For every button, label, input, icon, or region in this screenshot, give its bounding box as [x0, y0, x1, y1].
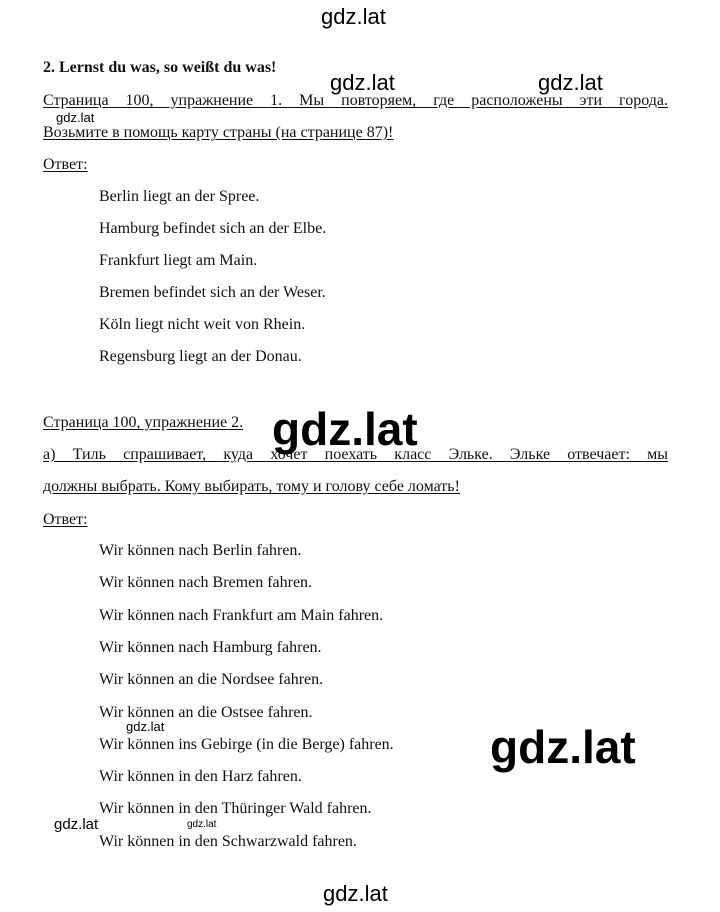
exercise1-answer-4: Bremen befindet sich an der Weser. — [99, 284, 326, 301]
watermark-bottom-left: gdz.lat — [54, 816, 99, 833]
section-title: 2. Lernst du was, so weißt du was! — [43, 59, 277, 76]
exercise2-answer-8: Wir können in den Harz fahren. — [99, 768, 302, 785]
exercise2-answer-3: Wir können nach Frankfurt am Main fahren. — [99, 607, 384, 624]
exercise2-answer-10: Wir können in den Schwarzwald fahren. — [99, 833, 357, 850]
exercise1-answer-6: Regensburg liegt an der Donau. — [99, 348, 302, 365]
exercise1-task-line2: Возьмите в помощь карту страны (на странице 87)! — [43, 124, 394, 141]
exercise2-answer-label: Ответ: — [43, 511, 88, 528]
exercise2-answer-4: Wir können nach Hamburg fahren. — [99, 639, 322, 656]
exercise1-answer-label: Ответ: — [43, 156, 88, 173]
watermark-top: gdz.lat — [321, 4, 386, 29]
watermark-big-right: gdz.lat — [490, 721, 636, 773]
watermark-header-right: gdz.lat — [538, 70, 603, 95]
watermark-small-left: gdz.lat — [56, 110, 95, 125]
exercise2-task-line1: а) Тиль спрашивает, куда хочет поехать класс Эльке. Эльке отвечает: мы — [43, 446, 668, 463]
exercise1-task-line1: Страница 100, упражнение 1. Мы повторяем, где расположены эти города. — [43, 92, 668, 109]
exercise2-answer-9: Wir können in den Thüringer Wald fahren. — [99, 800, 372, 817]
exercise2-title: Страница 100, упражнение 2. — [43, 414, 244, 431]
exercise2-answer-7: Wir können ins Gebirge (in die Berge) fahren. — [99, 736, 394, 753]
exercise2-answer-1: Wir können nach Berlin fahren. — [99, 542, 302, 559]
exercise1-answer-1: Berlin liegt an der Spree. — [99, 188, 260, 205]
exercise2-answer-6: Wir können an die Ostsee fahren. — [99, 704, 313, 721]
exercise1-answer-5: Köln liegt nicht weit von Rhein. — [99, 316, 306, 333]
watermark-bottom-tiny: gdz.lat — [187, 819, 217, 830]
exercise1-answer-3: Frankfurt liegt am Main. — [99, 252, 258, 269]
exercise1-answer-2: Hamburg befindet sich an der Elbe. — [99, 220, 327, 237]
watermark-bottom: gdz.lat — [323, 881, 388, 906]
watermark-big-center: gdz.lat — [272, 403, 418, 455]
exercise2-task-line2: должны выбрать. Кому выбирать, тому и голову себе ломать! — [43, 478, 460, 495]
exercise2-answer-2: Wir können nach Bremen fahren. — [99, 574, 313, 591]
watermark-header-left: gdz.lat — [330, 70, 395, 95]
watermark-small-mid: gdz.lat — [126, 719, 165, 734]
exercise2-answer-5: Wir können an die Nordsee fahren. — [99, 671, 324, 688]
